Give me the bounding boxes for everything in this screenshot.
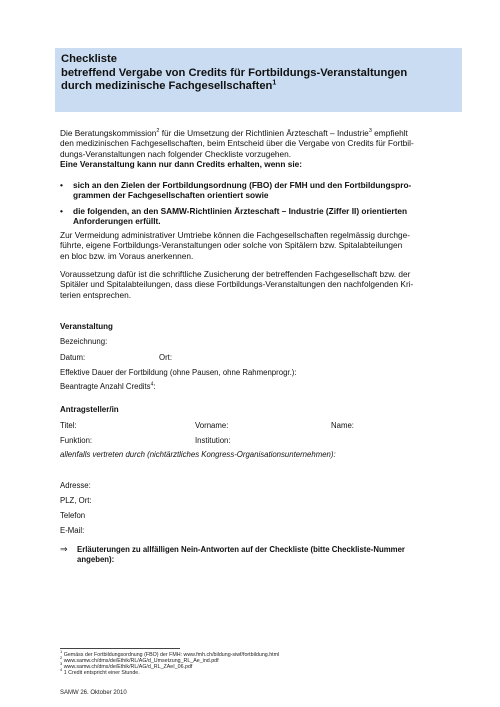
title-line-3: durch medizinische Fachgesellschaften$^1$ — [61, 79, 277, 92]
intro-line-1: Die Beratungskommission$^2$ für die Umsetzung der Richtlinien Ärzteschaft – Industrie$^3$ empfiehlt — [60, 128, 408, 138]
field-label-ort: Ort: — [159, 353, 172, 362]
field-label-titel: Titel: — [60, 421, 77, 430]
title-line-2: betreffend Vergabe von Credits für Fortbildungs-Veranstaltungen — [61, 66, 408, 79]
paragraph-line: Zur Vermeidung administrativer Umtriebe können die Fachgesellschaften regelmässig durchge- — [60, 230, 411, 240]
paragraph-voraussetzung — [60, 269, 460, 300]
title-line-1: Checkliste — [61, 53, 117, 65]
field-label-vertreten: allenfalls vertreten durch (nichtärztliches Kongress-Organisationsunternehmen): — [60, 450, 336, 459]
field-label-name: Name: — [331, 421, 354, 430]
bullet-icon: • — [60, 206, 63, 216]
footnote-ref-1: 1 — [272, 79, 277, 87]
bullet-line: sich an den Zielen der Fortbildungsordnung (FBO) der FMH und den Fortbildungspro- — [73, 180, 412, 190]
field-label-dauer: Effektive Dauer der Fortbildung (ohne Pausen, ohne Rahmenprogr.): — [60, 368, 297, 377]
intro-line-3: dungs-Veranstaltungen nach folgender Checkliste vorzugehen. — [60, 148, 292, 159]
field-label-funktion: Funktion: — [60, 436, 93, 445]
arrow-right-icon: ⇒ — [60, 544, 68, 554]
paragraph-en-bloc — [60, 230, 460, 261]
field-label-bezeichnung: Bezeichnung: — [60, 337, 108, 346]
intro-line-2: den medizinischen Fachgesellschaften, beim Entscheid über die Vergabe von Credits für Fortbil- — [60, 138, 414, 149]
erlaeuterung-line: Erläuterungen zu allfälligen Nein-Antworten auf der Checkliste (bitte Checkliste-Nummer — [77, 545, 405, 554]
field-label-adresse: Adresse: — [60, 481, 91, 490]
field-label-institution: Institution: — [195, 436, 231, 445]
paragraph-line: en bloc bzw. im Voraus anerkennen. — [60, 250, 194, 261]
bullet-icon: • — [60, 180, 63, 190]
paragraph-line: führte, eigene Fortbildungs-Veranstaltungen oder solche von Spitälern bzw. Spitalabteilungen — [60, 240, 403, 251]
paragraph-line: Spitäler und Spitalabteilungen, dass diese Fortbildungs-Veranstaltungen den nachfolgenden Kri- — [60, 279, 414, 290]
field-label-telefon: Telefon — [60, 511, 86, 520]
paragraph-line: terien entsprechen. — [60, 289, 132, 300]
footnote: $^3$ www.samw.ch/dms/de/Ethik/RL/AG/d_RL_ZAeI_06.pdf — [60, 661, 193, 670]
erlaeuterung-line: angeben): — [77, 555, 115, 564]
field-label-datum: Datum: — [60, 353, 86, 362]
intro-paragraph — [60, 128, 460, 170]
title-box — [55, 48, 462, 112]
intro-line-4: Eine Veranstaltung kann nur dann Credits erhalten, wenn sie: — [60, 159, 303, 170]
bullet-line: die folgenden, an den SAMW-Richtlinien Ärzteschaft – Industrie (Ziffer II) orientierten — [73, 206, 408, 216]
paragraph-line: Voraussetzung dafür ist die schriftliche Zusicherung der betreffenden Fachgesellschaft bzw. der — [60, 269, 411, 279]
field-label-vorname: Vorname: — [195, 421, 229, 430]
field-label-credits: Beantragte Anzahl Credits$^4$: — [60, 381, 156, 391]
footnote: $^4$ 1 Credit entspricht einer Stunde. — [60, 667, 140, 676]
field-label-email: E-Mail: — [60, 526, 85, 535]
field-label-plz: PLZ, Ort: — [60, 496, 92, 505]
bullet-line: grammen der Fachgesellschaften orientiert sowie — [73, 190, 269, 201]
footnote-divider — [60, 648, 180, 649]
bullet-line: Anforderungen erfüllt. — [73, 216, 161, 227]
page-footer: SAMW 26. Oktober 2010 — [60, 690, 127, 696]
section-heading-veranstaltung: Veranstaltung — [60, 322, 113, 331]
footnote: $^1$ Gemäss der Fortbildungsordnung (FBO) der FMH: www.fmh.ch/bildung-siwf/fortbildung.html — [60, 649, 280, 658]
footnote-ref-4: 4 — [150, 381, 154, 388]
section-heading-antragsteller: Antragsteller/in — [60, 405, 119, 414]
footnote: $^2$ www.samw.ch/dms/de/Ethik/RL/AG/d_Umsetzung_RL_Ae_ind.pdf — [60, 655, 219, 664]
